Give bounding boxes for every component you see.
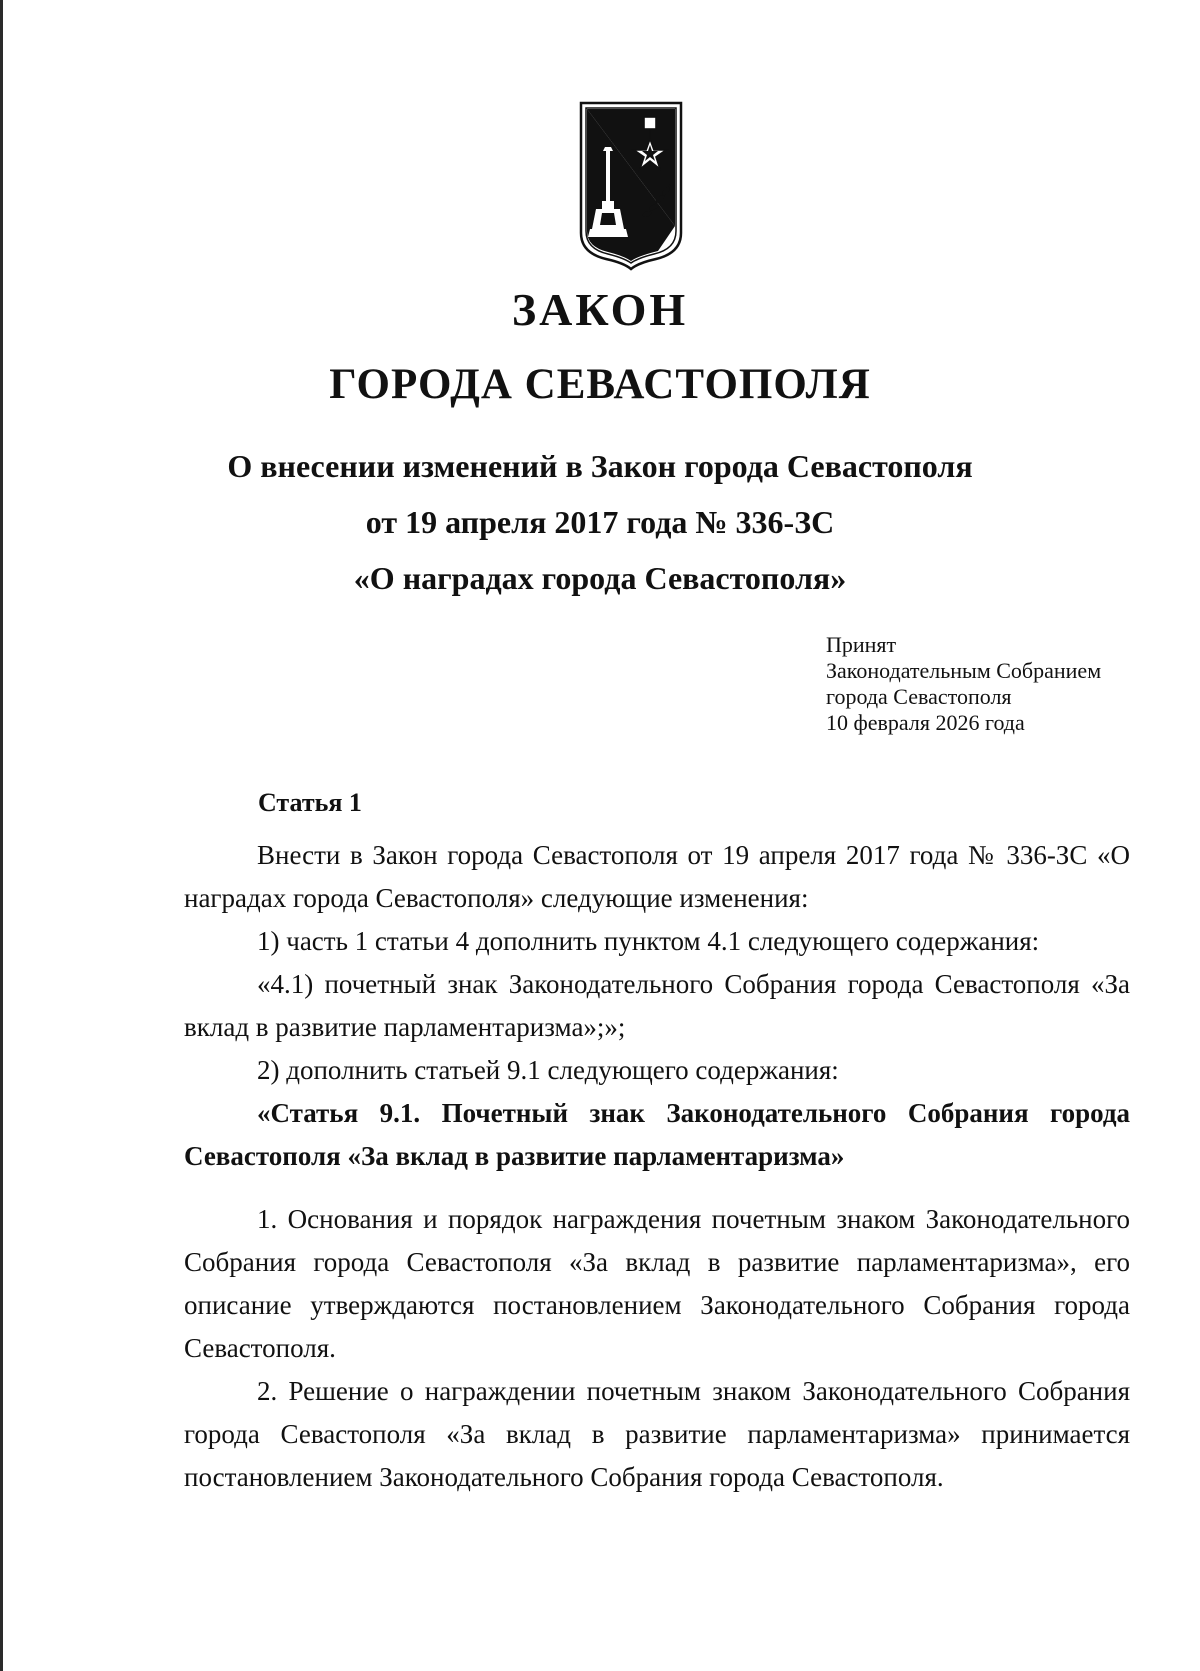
amendment-item-1-text: «4.1) почетный знак Законодательного Собрания города Севастополя «За вклад в развитие парламентаризма»;»; <box>184 969 1130 1042</box>
article-heading: Статья 1 <box>258 788 362 817</box>
document-title: ЗАКОН <box>511 284 689 335</box>
amendment-item-2: 2) дополнить статьей 9.1 следующего содержания: <box>257 1055 839 1085</box>
subject-line-3: «О наградах города Севастополя» <box>353 560 847 596</box>
adoption-line-2: Законодательным Собранием <box>826 658 1102 683</box>
adoption-date: 10 февраля 2026 года <box>826 710 1025 735</box>
new-article-point-2: 2. Решение о награждении почетным знаком Законодательного Собрания города Севастополя «За вклад в развитие парламентаризма» принимается постановлением Законодательного Собрания города Севастополя. <box>184 1376 1130 1492</box>
document-subtitle: ГОРОДА СЕВАСТОПОЛЯ <box>329 361 871 408</box>
adoption-line-1: Принят <box>826 632 897 657</box>
adoption-block <box>826 632 1101 736</box>
new-article-point-1: 1. Основания и порядок награждения почетным знаком Законодательного Собрания города Севастополя «За вклад в развитие парламентаризма», его описание утверждаются постановлением Законодательного Собрания города Севастополя. <box>184 1204 1130 1363</box>
subject-line-2: от 19 апреля 2017 года № 336-ЗС <box>365 504 835 540</box>
scan-edge <box>0 0 3 1671</box>
article-body <box>184 834 1130 1499</box>
paragraph-gap <box>184 1178 1130 1198</box>
adoption-line-3: города Севастополя <box>826 684 1012 709</box>
article-intro: Внести в Закон города Севастополя от 19 апреля 2017 года № 336-ЗС «О наградах города Севастополя» следующие изменения: <box>184 840 1130 913</box>
subject-line-1: О внесении изменений в Закон города Севастополя <box>227 448 973 484</box>
coat-of-arms-icon <box>578 101 684 271</box>
new-article-heading: «Статья 9.1. Почетный знак Законодательного Собрания города Севастополя «За вклад в развитие парламентаризма» <box>184 1098 1130 1171</box>
amendment-item-1: 1) часть 1 статьи 4 дополнить пунктом 4.1 следующего содержания: <box>257 926 1040 956</box>
